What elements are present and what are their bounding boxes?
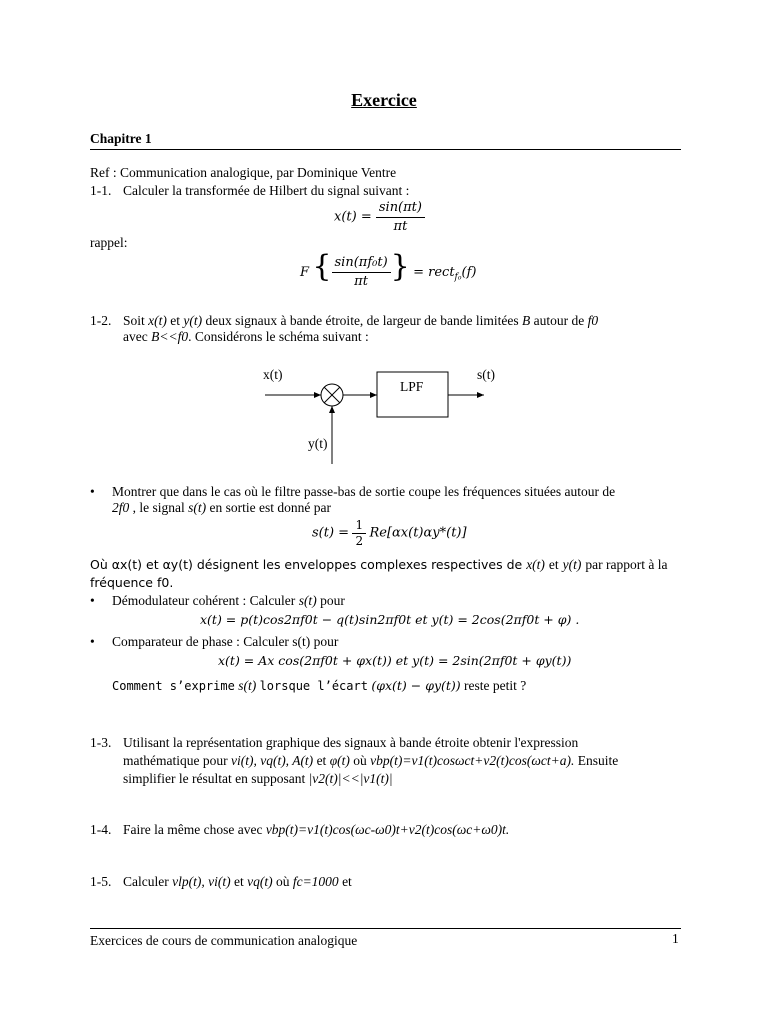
lpf-label: LPF [400,379,424,394]
fraction-denominator: πt [393,219,408,234]
condition: B<<f0 [151,329,189,344]
carrier-frequency: fc=1000 [292,874,339,889]
text: Où αx(t) et αy(t) désignent les enveloppes complexes respectives de [90,557,523,572]
formula-lhs: s(t) = [312,525,350,541]
text: et [233,874,244,889]
text: . Considérons le schéma suivant : [188,329,369,344]
input-y-label: y(t) [308,436,328,451]
fraction-denominator: 2 [355,534,364,548]
arrow-head-icon [477,392,484,398]
exercise-1-3-number: 1-3. [90,735,112,750]
formula-lhs: x(t) = [334,209,376,225]
ou-line2: fréquence f0. [90,575,174,590]
text: autour de [533,313,585,328]
fraction-half [352,519,366,548]
arrow-head-icon [329,406,335,413]
text: où [353,753,367,768]
bullet-icon: • [90,593,95,608]
text: Soit [123,313,145,328]
var-s: s(t) [188,500,207,515]
text: avec [123,329,148,344]
var-f0: f0 [587,313,599,328]
output-s-label: s(t) [477,367,495,382]
formula-rappel [300,249,477,290]
exercise-1-3-line3 [123,771,393,787]
bullet-icon: • [90,634,95,649]
rect-function: = rect [413,265,455,280]
text: et [316,753,327,768]
text: et [170,313,180,328]
left-brace: { [312,249,332,284]
var-x: x(t) [148,313,167,328]
text: deux signaux à bande étroite, de largeur de bande limitées [205,313,519,328]
bandpass-expression: vbp(t)=v1(t)cos(ωc-ω0)t+v2(t)cos(ωc+ω0)t. [265,822,510,837]
text: , le signal [132,500,185,515]
exercise-1-2-line1 [123,313,598,329]
fourier-operator: F [300,265,310,280]
formula-x-of-t [334,200,425,235]
text: pour [320,593,345,608]
exercise-1-2-line2 [123,329,369,345]
var-B: B [522,313,531,328]
bullet1-line2 [112,500,331,516]
formula-phase-comparator: x(t) = Ax cos(2πf0t + φx(t)) et y(t) = 2sin(2πf0t + φy(t)) [218,653,572,668]
formula-coherent-demod: x(t) = p(t)cos2πf0t − q(t)sin2πf0t et y(t) = 2cos(2πf0t + φ) . [200,612,580,627]
var-x: x(t) [526,557,545,572]
arrow-head-icon [314,392,321,398]
exercise-1-5-number: 1-5. [90,874,112,889]
exercise-1-4-text [123,822,509,838]
var-vq: vq(t) [247,874,273,889]
chapter-rule [90,149,681,150]
fraction-numerator: sin(πf₀t) [332,255,391,273]
right-brace: } [390,249,410,284]
text: simplifier le résultat en supposant [123,771,306,786]
text: Faire la même chose avec [123,822,263,837]
exercise-1-3-line2 [123,753,618,769]
ou-line1 [90,557,667,573]
bullet3-question [112,678,526,694]
exercise-1-5-text [123,874,352,890]
exercise-1-2-number: 1-2. [90,313,112,328]
block-diagram [255,360,515,470]
text: lorsque l’écart [259,679,368,693]
var-y: y(t) [183,313,203,328]
arrow-head-icon [370,392,377,398]
fraction [376,200,425,235]
page-number: 1 [672,931,679,946]
input-x-label: x(t) [263,367,283,382]
text: Ensuite [577,753,619,768]
exercise-1-4-number: 1-4. [90,822,112,837]
bullet3-text: Comparateur de phase : Calculer s(t) pour [112,634,339,649]
page-title: Exercice [351,90,417,110]
text: en sortie est donné par [209,500,331,515]
var-s: s(t) [298,593,317,608]
var-2f0: 2f0 [112,500,130,515]
text: Démodulateur cohérent : Calculer [112,593,296,608]
exercise-1-1-number: 1-1. [90,183,112,198]
fraction-numerator: 1 [352,519,366,534]
fraction-denominator: πt [354,274,368,290]
var-y: y(t) [562,557,582,572]
bullet-icon: • [90,484,95,499]
var-phi: φ(t) [329,753,350,768]
vars: vi(t), vq(t), A(t) [230,753,314,768]
phase-difference: (φx(t) − φy(t)) [371,678,461,693]
text: Comment s’exprime [112,679,235,693]
condition: |v2(t)|<<|v1(t)| [308,771,393,786]
rect-subscript: f₀ [454,272,462,283]
text: et [548,557,559,572]
formula-s-of-t [312,519,467,548]
text: par rapport à la [585,557,668,572]
footer-rule [90,928,681,929]
chapter-heading: Chapitre 1 [90,131,152,146]
rect-argument: (f) [461,265,477,280]
rappel-label: rappel: [90,235,128,250]
vars: vlp(t), vi(t) [172,874,231,889]
footer-text: Exercices de cours de communication analogique [90,933,358,948]
text: mathématique pour [123,753,228,768]
bullet2-text [112,593,345,609]
exercise-1-3-line1: Utilisant la représentation graphique des signaux à bande étroite obtenir l'expression [123,735,579,750]
fraction [332,255,391,290]
formula-rhs: Re[αx(t)αy*(t)] [369,525,467,541]
fraction-numerator: sin(πt) [376,200,425,218]
exercise-1-1-text: Calculer la transformée de Hilbert du signal suivant : [123,183,410,198]
text: Calculer [123,874,169,889]
var-s: s(t) [238,678,257,693]
bandpass-expression: vbp(t)=v1(t)cosωct+v2(t)cos(ωct+a). [370,753,575,768]
text: où [275,874,290,889]
text: reste petit ? [464,678,527,693]
reference-line: Ref : Communication analogique, par Dominique Ventre [90,165,397,180]
text: et [342,874,352,889]
bullet1-line1: Montrer que dans le cas où le filtre passe-bas de sortie coupe les fréquences situées autour de [112,484,616,499]
